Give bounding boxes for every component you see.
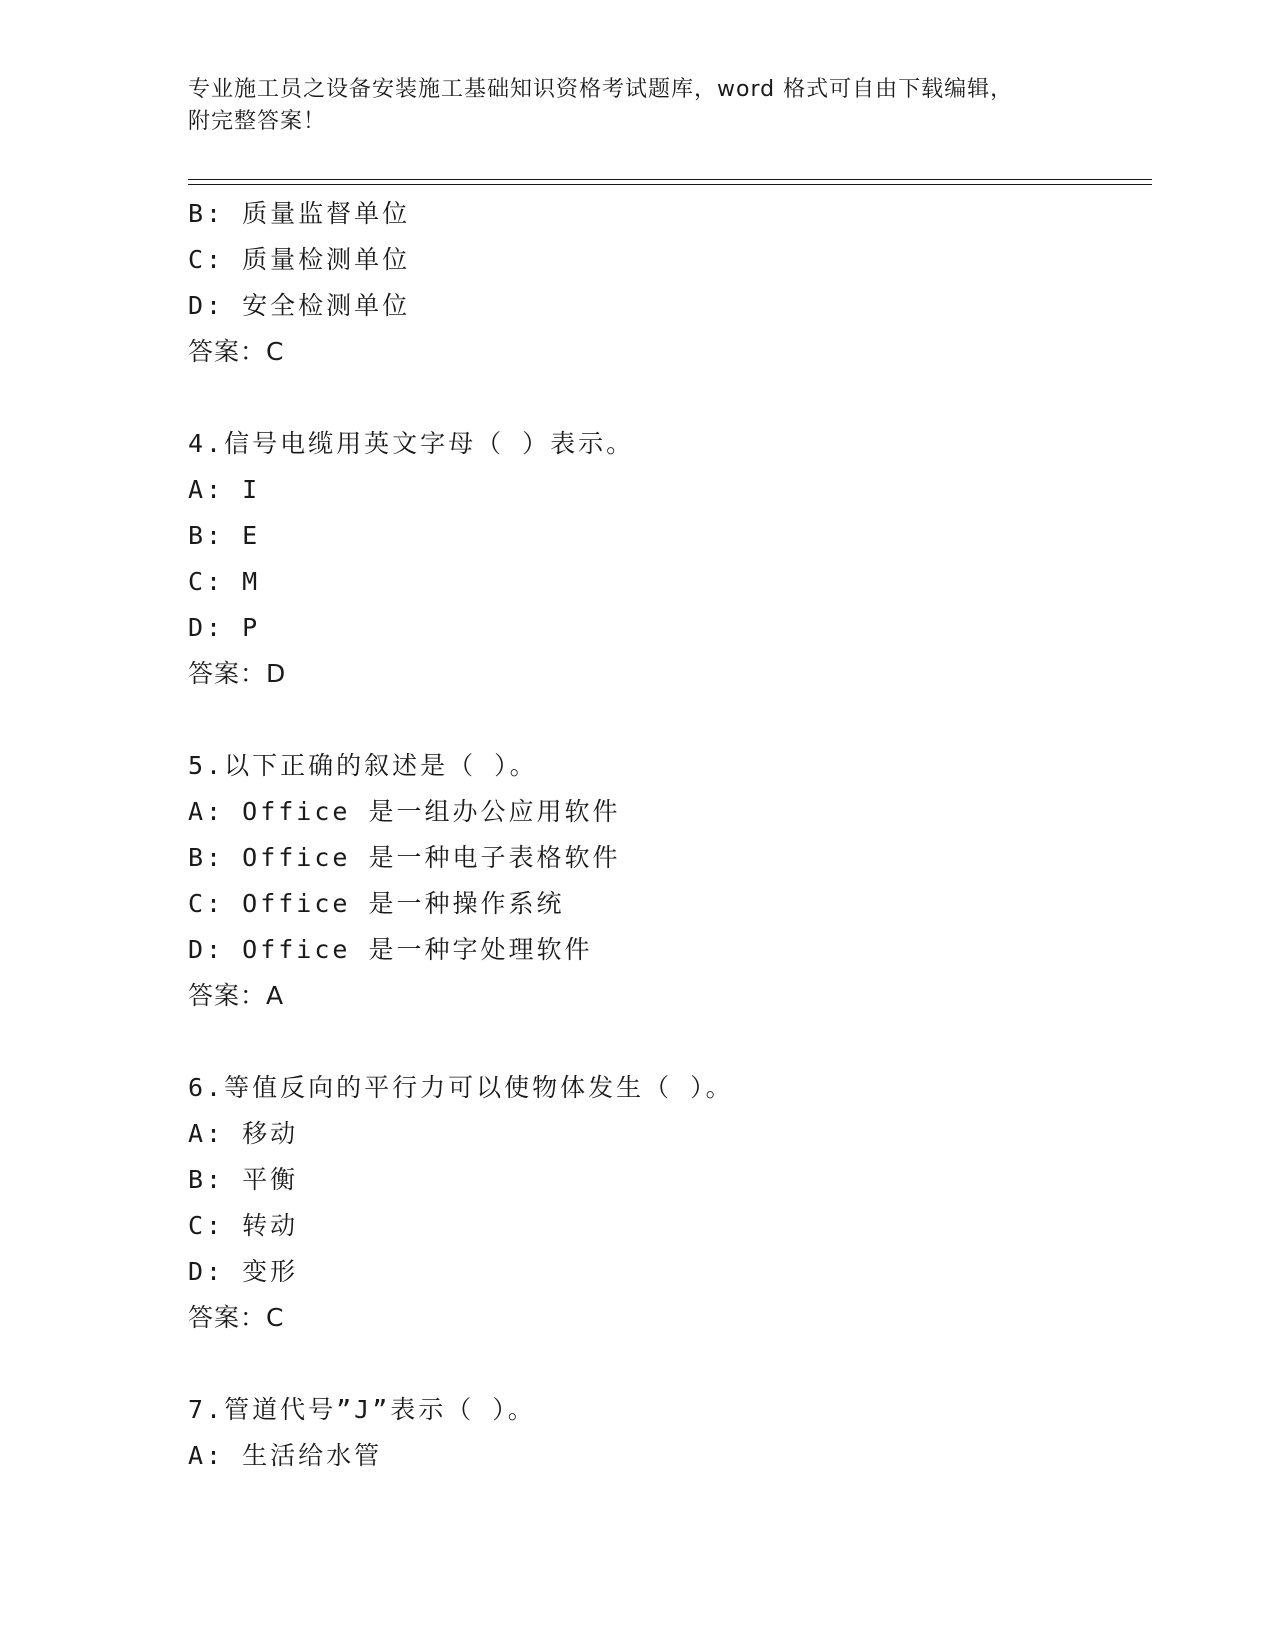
q4-option-b: B: E	[188, 521, 261, 550]
spacer	[188, 375, 1128, 421]
q6-answer: 答案：C	[188, 1303, 285, 1332]
q6-option-d: D: 变形	[188, 1257, 299, 1286]
header-divider-top	[188, 179, 1152, 180]
question-6-block	[188, 1065, 1128, 1341]
q6-option-b: B: 平衡	[188, 1165, 299, 1194]
q6-option-a: A: 移动	[188, 1119, 299, 1148]
q3-option-c: C: 质量检测单位	[188, 245, 411, 274]
header-line-2: 附完整答案！	[188, 109, 327, 134]
question-list	[188, 191, 1128, 1479]
q7-option-a: A: 生活给水管	[188, 1441, 383, 1470]
q3-answer: 答案：C	[188, 337, 285, 366]
question-5-block	[188, 743, 1128, 1019]
spacer	[188, 697, 1128, 743]
header-divider-bottom	[188, 184, 1152, 185]
q5-option-b: B: Office 是一种电子表格软件	[188, 843, 621, 872]
q5-option-a: A: Office 是一组办公应用软件	[188, 797, 621, 826]
q5-option-c: C: Office 是一种操作系统	[188, 889, 565, 918]
spacer	[188, 1341, 1128, 1387]
q4-option-d: D: P	[188, 613, 261, 642]
q6-question: 6.等值反向的平行力可以使物体发生（ ）。	[188, 1073, 734, 1102]
q4-question: 4.信号电缆用英文字母（ ）表示。	[188, 429, 635, 458]
q3-option-d: D: 安全检测单位	[188, 291, 411, 320]
q5-answer: 答案：A	[188, 981, 285, 1010]
q5-question: 5.以下正确的叙述是（ ）。	[188, 751, 538, 780]
q3-option-b: B: 质量监督单位	[188, 199, 411, 228]
question-3-block	[188, 191, 1128, 375]
question-7-block	[188, 1387, 1128, 1479]
q5-option-d: D: Office 是一种字处理软件	[188, 935, 593, 964]
q4-answer: 答案：D	[188, 659, 287, 688]
question-4-block	[188, 421, 1128, 697]
q7-question: 7.管道代号”J”表示（ ）。	[188, 1395, 536, 1424]
q4-option-c: C: M	[188, 567, 261, 596]
spacer	[188, 1019, 1128, 1065]
q4-option-a: A: I	[188, 475, 261, 504]
header-line-1: 专业施工员之设备安装施工基础知识资格考试题库，word 格式可自由下载编辑，	[188, 77, 1014, 102]
q6-option-c: C: 转动	[188, 1211, 299, 1240]
document-header	[188, 74, 1108, 138]
